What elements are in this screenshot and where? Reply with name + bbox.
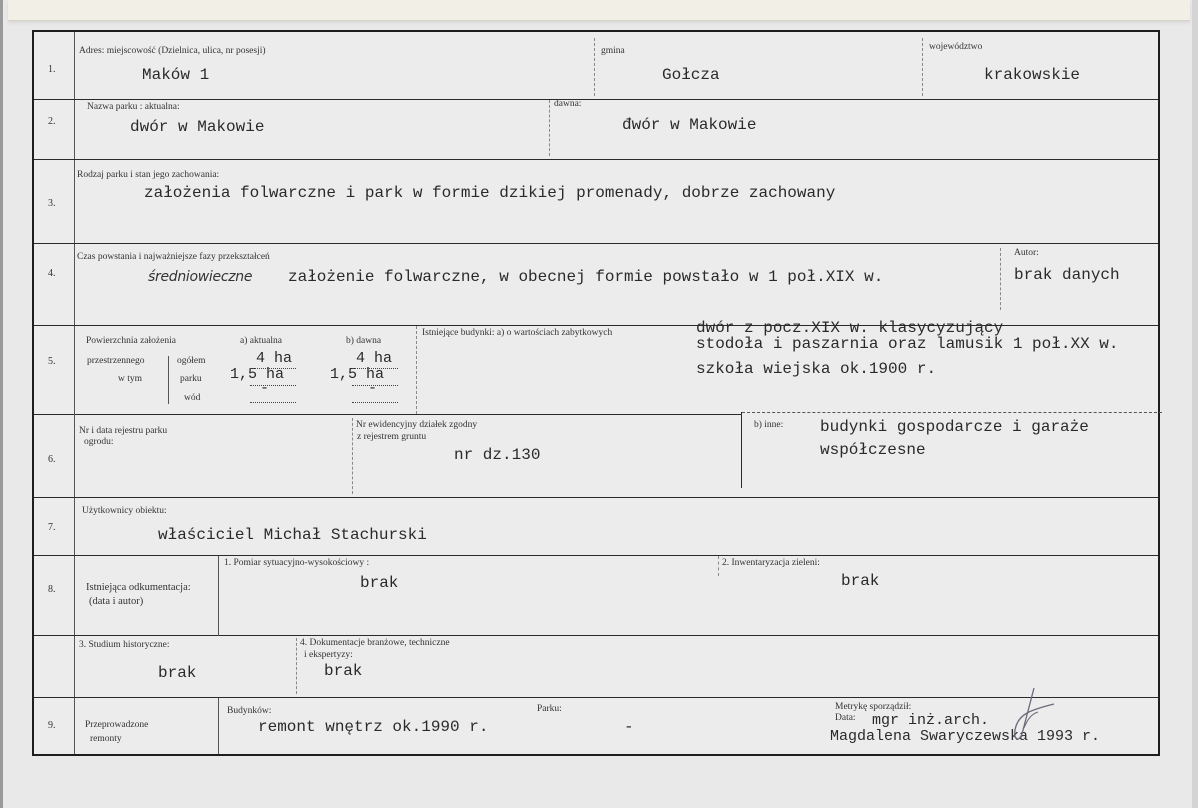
row-7-users xyxy=(34,498,1158,556)
row-number: 7. xyxy=(48,522,56,533)
registry-label-2: ogrodu: xyxy=(84,437,114,447)
row-separator xyxy=(742,412,1162,413)
water-current: - xyxy=(260,380,270,397)
address-value: Maków 1 xyxy=(142,66,210,84)
parcel-label: Nr ewidencyjny działek zgodny xyxy=(356,420,478,430)
total-current: 4 ha xyxy=(256,350,293,367)
row-8-documentation-cont xyxy=(34,636,1158,698)
row-5-area-buildings xyxy=(34,319,1158,414)
row-number: 8. xyxy=(48,584,56,595)
other-buildings-1: budynki gospodarcze i garaże xyxy=(820,418,1089,436)
dotted-line xyxy=(250,368,296,369)
users-label: Użytkownicy obiektu: xyxy=(82,506,167,516)
documentation-label: Istniejąca odkumentacja: xyxy=(86,582,191,593)
divider xyxy=(296,638,297,694)
dotted-line xyxy=(250,385,296,386)
author-label: Autor: xyxy=(1014,248,1039,258)
current-name-value: dwór w Makowie xyxy=(130,118,265,136)
buildings-renov-label: Budynków: xyxy=(227,706,272,716)
divider xyxy=(416,326,417,414)
dotted-line xyxy=(352,368,398,369)
historic-buildings-label: Istniejące budynki: a) o wartościach zabytkowych xyxy=(422,328,613,338)
renovations-label: Przeprowadzone xyxy=(85,720,149,730)
park-type-label: Rodzaj parku i stan jego zachowania: xyxy=(77,170,220,180)
technical-docs-label: 4. Dokumentacje branżowe, techniczne xyxy=(300,638,450,648)
row-number-cell xyxy=(34,100,75,159)
current-name-label: Nazwa parku : aktualna: xyxy=(87,102,180,112)
dotted-line xyxy=(352,385,398,386)
historic-building-1: dwór z pocz.XIX w. klasycyzujący xyxy=(696,319,1004,337)
history-study-value: brak xyxy=(158,664,197,682)
previous-page-strip xyxy=(8,0,1190,21)
users-value: właściciel Michał Stachurski xyxy=(158,526,427,544)
row-1-address xyxy=(34,32,1158,100)
divider xyxy=(352,418,353,494)
row-number: 5. xyxy=(48,356,56,367)
row-number-cell xyxy=(34,244,75,325)
park-former: 1,5 ha xyxy=(330,366,385,383)
divider xyxy=(218,698,219,754)
history-value: założenie folwarczne, w obecnej formie powstało w 1 poł.XIX w. xyxy=(288,268,884,286)
park-record-form xyxy=(32,30,1160,756)
historic-building-3: szkoła wiejska ok.1900 r. xyxy=(696,360,937,378)
row-number-cell xyxy=(34,326,75,414)
gmina-value: Gołcza xyxy=(662,66,720,84)
survey-value: brak xyxy=(360,574,399,592)
park-renov-label: Parku: xyxy=(537,704,562,714)
divider xyxy=(1000,248,1001,310)
row-number: 2. xyxy=(48,116,56,127)
park-label: parku xyxy=(180,374,202,384)
row-number-cell xyxy=(34,556,75,635)
water-label: wód xyxy=(184,393,201,403)
area-label-3: w tym xyxy=(118,374,143,384)
col-former-label: b) dawna xyxy=(346,336,382,346)
row-8-documentation xyxy=(34,556,1158,636)
divider xyxy=(218,556,219,636)
preparer-name-date: Magdalena Swaryczewska 1993 r. xyxy=(830,728,1101,745)
col-current-label: a) aktualna xyxy=(240,336,282,346)
divider xyxy=(718,556,719,576)
row-6-registry xyxy=(34,414,1158,498)
history-study-label: 3. Studium historyczne: xyxy=(79,640,170,650)
other-buildings-2: współczesne xyxy=(820,441,926,459)
former-name-label: dawna: xyxy=(554,99,582,109)
row-number: 1. xyxy=(48,64,56,75)
registry-label: Nr i data rejestru parku xyxy=(79,426,168,436)
row-4-history xyxy=(34,244,1158,326)
row-2-park-name xyxy=(34,100,1158,160)
renovations-label-2: remonty xyxy=(90,734,122,744)
total-label: ogółem xyxy=(177,356,206,366)
row-3-park-type xyxy=(34,160,1158,244)
signature-icon xyxy=(994,688,1064,748)
divider xyxy=(741,412,742,488)
park-renov-value: - xyxy=(624,718,634,736)
history-label: Czas powstania i najważniejsze fazy przekształceń xyxy=(77,252,270,262)
row-number-cell xyxy=(34,636,75,697)
greenery-value: brak xyxy=(841,572,880,590)
divider xyxy=(549,100,550,156)
scan-left-edge xyxy=(0,0,3,808)
row-number: 6. xyxy=(48,454,56,465)
other-buildings-label: b) inne: xyxy=(754,420,784,430)
author-value: brak danych xyxy=(1014,266,1120,284)
parcel-label-2: z rejestrem gruntu xyxy=(357,432,427,442)
park-type-value: założenia folwarczne i park w formie dzikiej promenady, dobrze zachowany xyxy=(144,184,836,202)
dotted-line xyxy=(352,402,398,403)
divider xyxy=(922,38,923,96)
address-label: Adres: miejscowość (Dzielnica, ulica, nr posesji) xyxy=(79,46,266,56)
scan-right-edge xyxy=(1192,0,1198,808)
area-label-2: przestrzennego xyxy=(87,356,145,366)
dotted-line xyxy=(250,402,296,403)
park-current: 1,5 ha xyxy=(230,366,285,383)
former-name-value: đwór w Makowie xyxy=(622,116,757,134)
total-former: 4 ha xyxy=(356,350,393,367)
greenery-label: 2. Inwentaryzacja zieleni: xyxy=(722,558,820,568)
parcel-value: nr dz.130 xyxy=(454,446,541,464)
handwritten-prefix: średniowieczne xyxy=(148,269,253,285)
area-label: Powierzchnia założenia xyxy=(86,336,176,346)
divider xyxy=(594,38,595,96)
row-number: 3. xyxy=(48,198,56,209)
gmina-label: gmina xyxy=(601,46,625,56)
prepared-by-label: Metrykę sporządził: xyxy=(835,702,912,712)
date-label: Data: xyxy=(835,713,856,723)
technical-docs-value: brak xyxy=(324,662,363,680)
buildings-renov-value: remont wnętrz ok.1990 r. xyxy=(258,718,489,736)
wojewodztwo-value: krakowskie xyxy=(984,66,1081,84)
row-9-renovations xyxy=(34,698,1158,754)
technical-docs-label-2: i ekspertyzy: xyxy=(304,650,353,660)
survey-label: 1. Pomiar sytuacyjno-wysokościowy : xyxy=(224,558,370,568)
divider xyxy=(168,356,169,404)
row-number: 4. xyxy=(48,268,56,279)
row-number: 9. xyxy=(48,720,56,731)
documentation-label-2: (data i autor) xyxy=(89,596,144,607)
historic-building-2: stodoła i paszarnia oraz lamusik 1 poł.XX w. xyxy=(696,335,1119,353)
wojewodztwo-label: województwo xyxy=(929,42,983,52)
water-former: - xyxy=(368,380,378,397)
preparer-title: mgr inż.arch. xyxy=(872,712,990,729)
